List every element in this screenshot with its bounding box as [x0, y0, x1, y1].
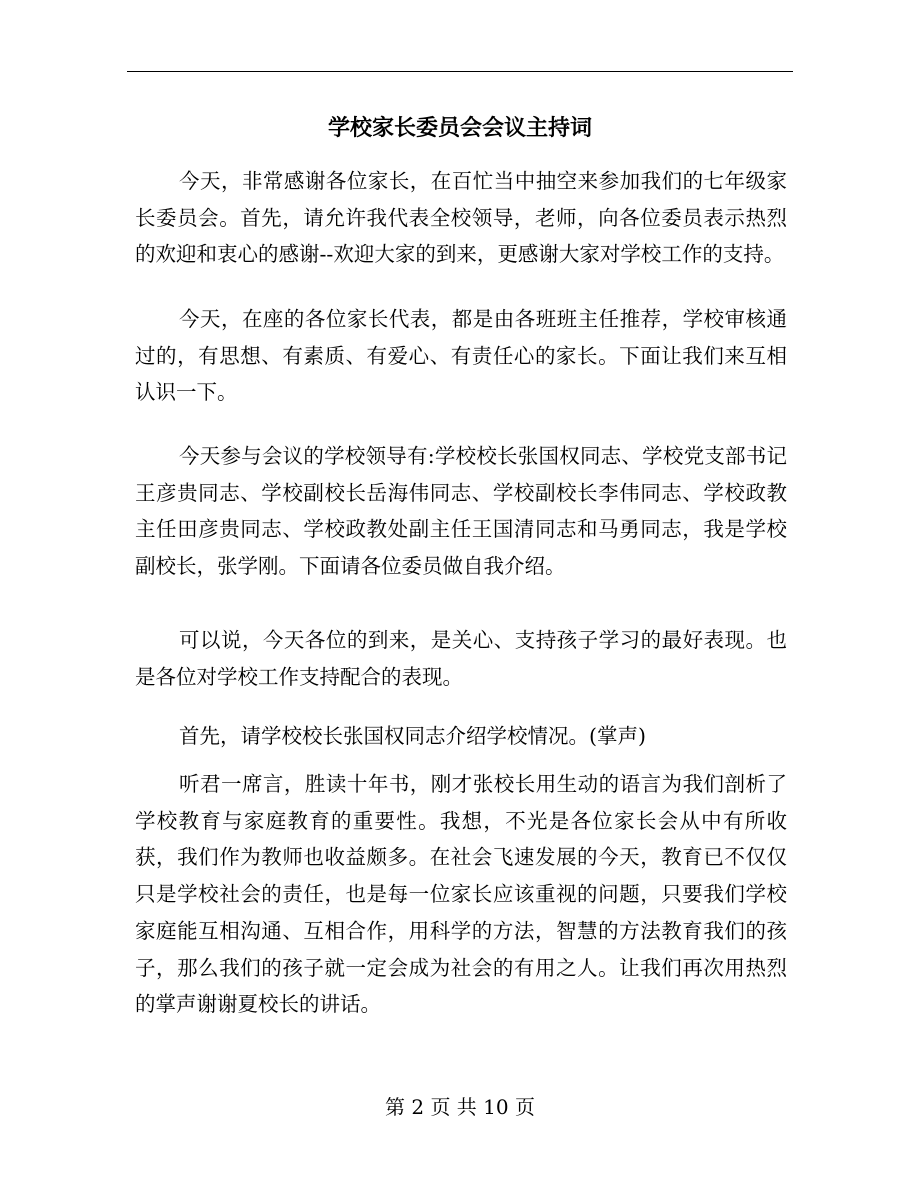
- paragraph-welcome: 今天，非常感谢各位家长，在百忙当中抽空来参加我们的七年级家长委员会。首先，请允许我代表全校领导，老师，向各位委员表示热烈的欢迎和衷心的感谢--欢迎大家的到来，更感谢大家对学校工作的支持。: [135, 169, 787, 267]
- document-title: 学校家长委员会会议主持词: [327, 115, 592, 141]
- paragraph-parent-representatives: 今天，在座的各位家长代表，都是由各班班主任推荐，学校审核通过的，有思想、有素质、有爱心、有责任心的家长。下面让我们来互相认识一下。: [135, 307, 787, 405]
- page-number-footer: 第 2 页 共 10 页: [385, 1095, 535, 1119]
- paragraph-school-leaders: 今天参与会议的学校领导有:学校校长张国权同志、学校党支部书记王彦贵同志、学校副校长岳海伟同志、学校副校长李伟同志、学校政教主任田彦贵同志、学校政教处副主任王国清同志和马勇同志，我是学校副校长，张学刚。下面请各位委员做自我介绍。: [135, 444, 787, 579]
- paragraph-support: 可以说，今天各位的到来，是关心、支持孩子学习的最好表现。也是各位对学校工作支持配合的表现。: [135, 628, 787, 689]
- paragraph-principal-intro: 首先，请学校校长张国权同志介绍学校情况。(掌声): [179, 724, 646, 748]
- paragraph-closing-remarks: 听君一席言，胜读十年书，刚才张校长用生动的语言为我们剖析了学校教育与家庭教育的重要性。我想，不光是各位家长会从中有所收获，我们作为教师也收益颇多。在社会飞速发展的今天，教育已不仅仅只是学校社会的责任，也是每一位家长应该重视的问题，只要我们学校家庭能互相沟通、互相合作，用科学的方法，智慧的方法教育我们的孩子，那么我们的孩子就一定会成为社会的有用之人。让我们再次用热烈的掌声谢谢夏校长的讲话。: [135, 772, 787, 1017]
- header-rule: [127, 71, 793, 72]
